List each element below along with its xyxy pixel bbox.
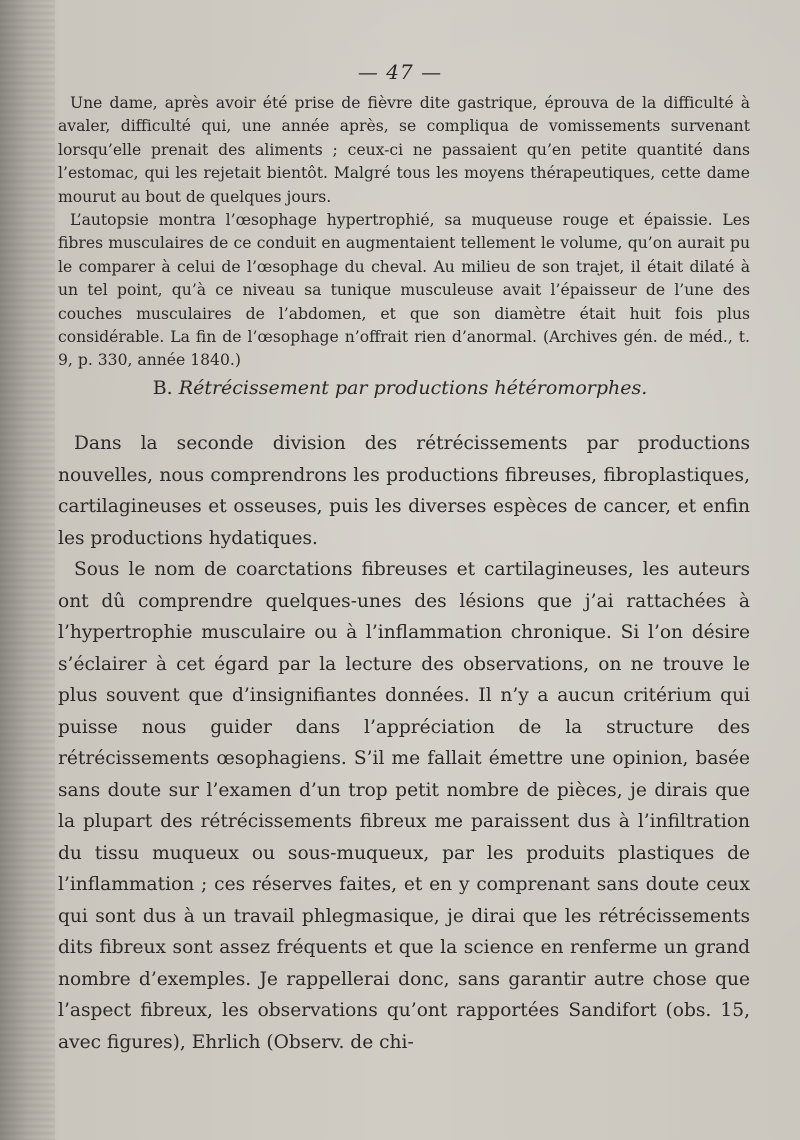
body-paragraph-2: Sous le nom de coarctations fibreuses et cartilagineuses, les auteurs ont dû comprendre quelques-unes des lésions que j’ai rattachées à l’hypertrophie musculaire ou à l’inflammation chronique. Si l’on désire s’éclairer à cet égard par la lecture des observations, on ne trouve le plus souvent que d’insignifiantes données. Il n’y a aucun critérium qui puisse nous guider dans l’appréciation de la structure des rétrécissements œsophagiens. S’il me fallait émettre une opinion, basée sans doute sur l’examen d’un trop petit nombre de pièces, je dirais que la plupart des rétrécissements fibreux me paraissent dus à l’infiltration du tissu muqueux ou sous-muqueux, par les produits plastiques de l’inflammation ; ces réserves faites, et en y comprenant sans doute ceux qui sont dus à un travail phlegmasique, je dirai que les rétrécissements dits fibreux sont assez fréquents et que la science en renferme un grand nombre d’exemples. Je rappellerai donc, sans garantir autre chose que l’aspect fibreux, les observations qu’ont rapportées Sandifort (obs. 15, avec figures), Ehrlich (Observ. de chi- [58,559,750,1053]
page-gutter-shadow [0,0,55,1140]
body-paragraph-1: Dans la seconde division des rétrécissements par productions nouvelles, nous comprendrons les productions fibreuses, fibroplastiques, cartilagineuses et osseuses, puis les diverses espèces de cancer, et enfin les productions hydatiques. [58,433,750,549]
section-title: Rétrécissement par productions hétéromorphes. [178,377,648,399]
intro-text-block [58,92,750,373]
body-text-block [58,428,750,1058]
intro-paragraph-2: L’autopsie montra l’œsophage hypertrophié, sa muqueuse rouge et épaissie. Les fibres musculaires de ce conduit en augmentaient tellement le volume, qu’on aurait pu le comparer à celui de l’œsophage du cheval. Au milieu de son trajet, il était dilaté à un tel point, qu’à ce niveau sa tunique musculeuse avait l’épaisseur de l’une des couches musculaires de l’abdomen, et que son diamètre était huit fois plus considérable. La fin de l’œsophage n’offrait rien d’anormal. (Archives gén. de méd., t. 9, p. 330, année 1840.) [58,211,750,370]
section-heading [0,377,800,399]
intro-paragraph-1: Une dame, après avoir été prise de fièvre dite gastrique, éprouva de la difficulté à avaler, difficulté qui, une année après, se compliqua de vomissements survenant lorsqu’elle prenait des aliments ; ceux-ci ne passaient qu’en petite quantité dans l’estomac, qui les rejetait bientôt. Malgré tous les moyens thérapeutiques, cette dame mourut au bout de quelques jours. [58,94,750,206]
page-number: — 47 — [357,60,443,84]
section-letter: B. [152,377,173,399]
